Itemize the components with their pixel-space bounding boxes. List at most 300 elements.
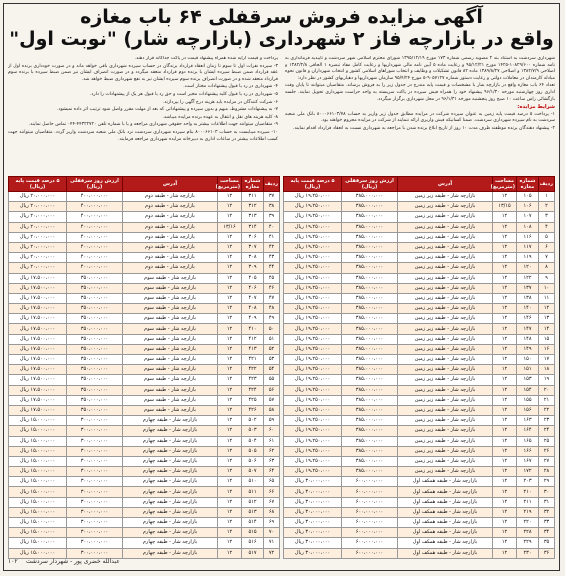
cell-address: بازارچه شار - طبقه چهارم (123, 528, 218, 538)
cell-address: بازارچه شار - طبقه چهارم (123, 548, 218, 558)
table-row (284, 273, 555, 283)
table-row (9, 487, 280, 497)
cell-row-number: ۲۱ (539, 395, 555, 405)
cell-deposit: ۳۰،۰۰۰،۰۰۰ ریال (284, 528, 342, 538)
cell-deposit: ۳۰،۰۰۰،۰۰۰ ریال (284, 518, 342, 528)
table-row (284, 446, 555, 456)
header-row-number: ردیف (264, 177, 280, 192)
cell-area: ۱۲ (218, 477, 242, 487)
cell-address: بازارچه شار - طبقه زیر زمین (398, 436, 493, 446)
cell-row-number: ۱۳ (539, 314, 555, 324)
cell-deposit: ۲۰،۰۰۰،۰۰۰ ریال (9, 263, 67, 273)
cell-deposit: ۱۷،۵۰۰،۰۰۰ ریال (9, 334, 67, 344)
cell-row-number: ۵۵ (264, 375, 280, 385)
cell-row-number: ۵۹ (264, 416, 280, 426)
table-row (9, 395, 280, 405)
cell-deposit: ۱۹،۲۵۰،۰۰۰ ریال (284, 355, 342, 365)
cell-shop-number: ۵۰۳ (242, 426, 264, 436)
cell-address: بازارچه شار - طبقه زیر زمین (398, 242, 493, 252)
cell-row-number: ۷۱ (264, 538, 280, 548)
cell-row-number: ۱۴ (539, 324, 555, 334)
cell-deposit: ۱۷،۵۰۰،۰۰۰ ریال (9, 324, 67, 334)
table-row (284, 324, 555, 334)
cell-base-price: ۴۰۰،۰۰۰،۰۰۰ (67, 263, 123, 273)
cell-area: ۱۲ (493, 314, 517, 324)
cell-area: ۱۲ (493, 324, 517, 334)
cell-deposit: ۱۷،۵۰۰،۰۰۰ ریال (9, 375, 67, 385)
cell-base-price: ۳۵۰،۰۰۰،۰۰۰ (67, 375, 123, 385)
table-row (9, 324, 280, 334)
cell-shop-number: ۱۶۶ (517, 446, 539, 456)
cell-row-number: ۶ (539, 242, 555, 252)
table-row (9, 416, 280, 426)
cell-address: بازارچه شار - طبقه زیر زمین (398, 416, 493, 426)
cell-address: بازارچه شار - طبقه چهارم (123, 456, 218, 466)
paragraph: ۴- شهرداری در رد یا قبول پیشنهادات مختار است. (183, 84, 278, 90)
cell-row-number: ۷ (539, 253, 555, 263)
cell-row-number: ۳۶ (539, 548, 555, 558)
cell-address: بازارچه شار - طبقه سوم (123, 304, 218, 314)
cell-base-price: ۳۸۵،۰۰۰،۰۰۰ (342, 416, 398, 426)
cell-address: بازارچه شار - طبقه سوم (123, 273, 218, 283)
cell-row-number: ۱ (539, 192, 555, 202)
cell-deposit: ۲۰،۰۰۰،۰۰۰ ریال (9, 192, 67, 202)
cell-base-price: ۶۰۰،۰۰۰،۰۰۰ (342, 548, 398, 558)
cell-base-price: ۳۸۵،۰۰۰،۰۰۰ (342, 253, 398, 263)
table-row (284, 202, 555, 212)
cell-shop-number: ۴۲۱ (242, 355, 264, 365)
cell-address: بازارچه شار - طبقه چهارم (123, 416, 218, 426)
cell-row-number: ۲۴ (539, 426, 555, 436)
cell-base-price: ۳۸۵،۰۰۰،۰۰۰ (342, 232, 398, 242)
paragraph: ۱۰- سپرده میبایست به حساب ۸۰۰۰۶۶۱۰۳ بنام سپرده شهرداری سردشت نزد بانک ملی شعبه سردشت واریز گردد. متقاضیان میتوانند جهت کسب اطلاعات بیشتر در ساعات اداری به دبیرخانه مزایده شهرداری مراجعه فرمایند. (8, 129, 278, 142)
cell-shop-number: ۱۱۹ (517, 253, 539, 263)
cell-shop-number: ۱۲۰ (517, 263, 539, 273)
shops-table-right (283, 176, 555, 559)
paragraph: تعداد ۶۴ باب مغازه واقع در بازارچه شار با مشخصات و قیمت پایه مندرج در جدول زیر را به فروش برساند. متقاضیان میتوانند تا پایان وقت اداری روز چهارشنبه مورخه ۹۶/۱/۳۰ پیشنهاد خود را همراه فیش سپرده در پاکت سربسته به واحد حراست شهرداری تحویل نمایند. جلسه بازگشائی راس ساعت ۱۰ صبح روز پنجشنبه مورخه ۹۶/۱/۳۱ در محل شهرداری برگزار میگردد. (285, 83, 555, 102)
table-row (284, 497, 555, 507)
paragraph: ۲- پیشنهاد دهندگان برنده موظفند ظرف مدت ۱۰ روز از تاریخ ابلاغ برنده شدن با مراجعه به شهرداری نسبت به انعقاد قرارداد اقدام نمایند. (292, 125, 555, 131)
cell-base-price: ۳۸۵،۰۰۰،۰۰۰ (342, 293, 398, 303)
cell-deposit: ۱۹،۲۵۰،۰۰۰ ریال (284, 395, 342, 405)
cell-address: بازارچه شار - طبقه زیر زمین (398, 426, 493, 436)
cell-address: بازارچه شار - طبقه سوم (123, 283, 218, 293)
cell-deposit: ۱۹،۲۵۰،۰۰۰ ریال (284, 283, 342, 293)
cell-row-number: ۱۸ (539, 365, 555, 375)
table-row (9, 528, 280, 538)
cell-base-price: ۳۸۵،۰۰۰،۰۰۰ (342, 314, 398, 324)
table-row (9, 202, 280, 212)
cell-row-number: ۵۷ (264, 395, 280, 405)
cell-shop-number: ۵۰۴ (242, 436, 264, 446)
cell-shop-number: ۱۶۴ (517, 426, 539, 436)
cell-address: بازارچه شار - طبقه چهارم (123, 436, 218, 446)
header-address: آدرس (123, 177, 218, 192)
cell-row-number: ۶۲ (264, 446, 280, 456)
cell-shop-number: ۴۰۶ (242, 283, 264, 293)
cell-base-price: ۶۰۰،۰۰۰،۰۰۰ (342, 538, 398, 548)
cell-row-number: ۳۳ (539, 518, 555, 528)
cell-base-price: ۴۰۰،۰۰۰،۰۰۰ (67, 222, 123, 232)
cell-area: ۱۲ (218, 263, 242, 273)
cell-address: بازارچه شار - طبقه همکف اول (398, 497, 493, 507)
cell-area: ۱۲ (493, 283, 517, 293)
table-row (284, 467, 555, 477)
cell-address: بازارچه شار - طبقه زیر زمین (398, 446, 493, 456)
cell-row-number: ۸ (539, 263, 555, 273)
cell-row-number: ۶۷ (264, 497, 280, 507)
cell-row-number: ۴۷ (264, 293, 280, 303)
cell-deposit: ۱۷،۵۰۰،۰۰۰ ریال (9, 273, 67, 283)
cell-address: بازارچه شار - طبقه دوم (123, 242, 218, 252)
cell-address: بازارچه شار - طبقه همکف اول (398, 487, 493, 497)
cell-base-price: ۳۵۰،۰۰۰،۰۰۰ (67, 334, 123, 344)
cell-deposit: ۱۷،۵۰۰،۰۰۰ ریال (9, 365, 67, 375)
cell-address: بازارچه شار - طبقه چهارم (123, 446, 218, 456)
cell-base-price: ۶۰۰،۰۰۰،۰۰۰ (342, 507, 398, 517)
cell-address: بازارچه شار - طبقه چهارم (123, 507, 218, 517)
table-row (284, 477, 555, 487)
cell-area: ۱۲ (493, 426, 517, 436)
cell-deposit: ۱۹،۲۵۰،۰۰۰ ریال (284, 293, 342, 303)
cell-base-price: ۴۰۰،۰۰۰،۰۰۰ (67, 192, 123, 202)
header-deposit: ۵ درصد قیمت پایه (ریال) (9, 177, 67, 192)
table-row (9, 507, 280, 517)
cell-base-price: ۳۰۰،۰۰۰،۰۰۰ (67, 446, 123, 456)
cell-address: بازارچه شار - طبقه همکف اول (398, 507, 493, 517)
table-row (284, 253, 555, 263)
cell-address: بازارچه شار - طبقه سوم (123, 314, 218, 324)
cell-area: ۱۲ (493, 253, 517, 263)
header-address: آدرس (398, 177, 493, 192)
cell-deposit: ۱۹،۲۵۰،۰۰۰ ریال (284, 314, 342, 324)
cell-address: بازارچه شار - طبقه زیر زمین (398, 192, 493, 202)
cell-address: بازارچه شار - طبقه زیر زمین (398, 273, 493, 283)
cell-area: ۱۲ (218, 416, 242, 426)
header-area: مساحت (مترمربع) (490, 178, 515, 190)
cell-shop-number: ۵۰۶ (242, 456, 264, 466)
table-row (9, 293, 280, 303)
paragraph: ۵- شهرداری در رد یا قبول کلیه پیشنهادات مخیر است و حق رد یا قبول هر یک از پیشنهادات را دارد. (89, 91, 278, 97)
cell-row-number: ۴۹ (264, 314, 280, 324)
cell-address: بازارچه شار - طبقه دوم (123, 253, 218, 263)
table-row (284, 232, 555, 242)
cell-base-price: ۳۸۵،۰۰۰،۰۰۰ (342, 212, 398, 222)
paragraph: ۱- پرداخت ۵ درصد قیمت پایه زمین به عنوان سپرده شرکت در مزایده مطابق جدول زیر واریز به حساب ۸۰۰۰۶۶۱۰۳/۷۸ بانک ملی شعبه سردشت به نام سپرده شهرداری سردشت. ضمنا کسانیکه فیش واریزی ارائه ننمایند از شرکت در مزایده محروم خواهند بود. (285, 111, 555, 124)
cell-deposit: ۱۵،۰۰۰،۰۰۰ ریال (9, 507, 67, 517)
cell-area: ۱۲ (218, 548, 242, 558)
cell-area: ۱۲ (493, 355, 517, 365)
cell-shop-number: ۱۶۵ (517, 436, 539, 446)
cell-address: بازارچه شار - طبقه زیر زمین (398, 456, 493, 466)
cell-deposit: ۱۷،۵۰۰،۰۰۰ ریال (9, 283, 67, 293)
table-row (284, 365, 555, 375)
cell-shop-number: ۳۰۸ (242, 253, 264, 263)
cell-deposit: ۱۷،۵۰۰،۰۰۰ ریال (9, 304, 67, 314)
cell-base-price: ۳۰۰،۰۰۰،۰۰۰ (67, 467, 123, 477)
cell-base-price: ۳۵۰،۰۰۰،۰۰۰ (67, 283, 123, 293)
cell-shop-number: ۱۶۷ (517, 456, 539, 466)
title-line-2: واقع در بازارچه فاز ۲ شهرداری (بازارچه شار) "نوبت اول" (9, 28, 554, 50)
cell-shop-number: ۱۱۷ (517, 242, 539, 252)
cell-area: ۱۳/۱۶ (218, 222, 242, 232)
cell-area: ۱۲ (218, 426, 242, 436)
cell-deposit: ۱۵،۰۰۰،۰۰۰ ریال (9, 477, 67, 487)
cell-row-number: ۱۶ (539, 344, 555, 354)
cell-area: ۱۲ (218, 528, 242, 538)
cell-row-number: ۴۴ (264, 263, 280, 273)
cell-base-price: ۳۵۰،۰۰۰،۰۰۰ (67, 405, 123, 415)
table-row (284, 355, 555, 365)
cell-row-number: ۵۲ (264, 344, 280, 354)
cell-area: ۱۲ (493, 385, 517, 395)
cell-deposit: ۱۹،۲۵۰،۰۰۰ ریال (284, 344, 342, 354)
table-row (284, 314, 555, 324)
table-row (9, 436, 280, 446)
table-row (9, 375, 280, 385)
table-row (284, 304, 555, 314)
cell-address: بازارچه شار - طبقه زیر زمین (398, 355, 493, 365)
table-row (9, 456, 280, 466)
cell-area: ۱۲ (493, 436, 517, 446)
paragraph: پرداخت و قیمت ارایه شده همراه پیشنهاد قیمت در پاکت جداگانه قرار دهند. (134, 56, 278, 61)
cell-deposit: ۱۹،۲۵۰،۰۰۰ ریال (284, 426, 342, 436)
table-row (284, 416, 555, 426)
cell-base-price: ۳۸۵،۰۰۰،۰۰۰ (342, 222, 398, 232)
cell-address: بازارچه شار - طبقه چهارم (123, 467, 218, 477)
cell-row-number: ۲ (539, 202, 555, 212)
cell-area: ۱۲ (493, 497, 517, 507)
cell-deposit: ۱۷،۵۰۰،۰۰۰ ریال (9, 314, 67, 324)
cell-shop-number: ۵۱۲ (242, 497, 264, 507)
cell-area: ۱۲ (493, 192, 517, 202)
table-header-row (284, 177, 555, 192)
cell-row-number: ۳۰ (539, 487, 555, 497)
cell-base-price: ۳۵۰،۰۰۰،۰۰۰ (67, 395, 123, 405)
cell-shop-number: ۱۵۵ (517, 395, 539, 405)
cell-shop-number: ۵۱۴ (242, 518, 264, 528)
cell-row-number: ۲۳ (539, 416, 555, 426)
cell-deposit: ۱۹،۲۵۰،۰۰۰ ریال (284, 334, 342, 344)
table-row (9, 314, 280, 324)
table-row (9, 477, 280, 487)
paragraph: شرایط مزایده: (517, 104, 555, 111)
cell-shop-number: ۱۴۰ (517, 304, 539, 314)
table-row (9, 344, 280, 354)
cell-base-price: ۳۵۰،۰۰۰،۰۰۰ (67, 344, 123, 354)
cell-shop-number: ۳۱۱ (242, 192, 264, 202)
cell-row-number: ۲۶ (539, 446, 555, 456)
cell-row-number: ۵۴ (264, 365, 280, 375)
cell-shop-number: ۲۲۰ (517, 518, 539, 528)
cell-shop-number: ۱۴۹ (517, 344, 539, 354)
cell-address: بازارچه شار - طبقه زیر زمین (398, 232, 493, 242)
cell-address: بازارچه شار - طبقه همکف اول (398, 538, 493, 548)
cell-address: بازارچه شار - طبقه چهارم (123, 518, 218, 528)
intro-text-left (8, 56, 278, 174)
cell-area: ۱۲ (493, 365, 517, 375)
cell-area: ۱۲ (218, 385, 242, 395)
cell-address: بازارچه شار - طبقه سوم (123, 405, 218, 415)
table-row (9, 212, 280, 222)
cell-area: ۱۲ (218, 365, 242, 375)
cell-address: بازارچه شار - طبقه زیر زمین (398, 283, 493, 293)
cell-shop-number: ۱۴۷ (517, 324, 539, 334)
cell-shop-number: ۱۵۴ (517, 385, 539, 395)
cell-base-price: ۳۸۵،۰۰۰،۰۰۰ (342, 365, 398, 375)
cell-deposit: ۳۰،۰۰۰،۰۰۰ ریال (284, 487, 342, 497)
cell-base-price: ۴۰۰،۰۰۰،۰۰۰ (67, 242, 123, 252)
cell-deposit: ۱۹،۲۵۰،۰۰۰ ریال (284, 446, 342, 456)
table-row (9, 253, 280, 263)
cell-base-price: ۳۵۰،۰۰۰،۰۰۰ (67, 365, 123, 375)
cell-row-number: ۱۲ (539, 304, 555, 314)
cell-base-price: ۴۰۰،۰۰۰،۰۰۰ (67, 202, 123, 212)
cell-row-number: ۳۸ (264, 202, 280, 212)
cell-deposit: ۱۹،۲۵۰،۰۰۰ ریال (284, 456, 342, 466)
cell-base-price: ۳۸۵،۰۰۰،۰۰۰ (342, 202, 398, 212)
cell-shop-number: ۵۱۰ (242, 477, 264, 487)
cell-row-number: ۳۴ (539, 528, 555, 538)
cell-area: ۱۲ (218, 405, 242, 415)
cell-area: ۱۲ (493, 344, 517, 354)
cell-area: ۱۲ (218, 355, 242, 365)
cell-address: بازارچه شار - طبقه همکف اول (398, 548, 493, 558)
cell-area: ۱۲ (493, 518, 517, 528)
cell-base-price: ۳۵۰،۰۰۰،۰۰۰ (67, 314, 123, 324)
title-line-1: آگهی مزایده فروش سرقفلی ۶۴ باب مغازه (80, 6, 483, 28)
cell-row-number: ۷۰ (264, 528, 280, 538)
cell-base-price: ۳۸۵،۰۰۰،۰۰۰ (342, 395, 398, 405)
cell-row-number: ۴ (539, 222, 555, 232)
cell-row-number: ۲۵ (539, 436, 555, 446)
cell-base-price: ۴۰۰،۰۰۰،۰۰۰ (67, 212, 123, 222)
table-body-right (284, 192, 555, 559)
cell-area: ۱۲ (493, 232, 517, 242)
cell-row-number: ۶۶ (264, 487, 280, 497)
cell-row-number: ۴۰ (264, 222, 280, 232)
cell-base-price: ۶۰۰،۰۰۰،۰۰۰ (342, 487, 398, 497)
cell-deposit: ۱۹،۲۵۰،۰۰۰ ریال (284, 192, 342, 202)
cell-area: ۱۲ (218, 446, 242, 456)
cell-shop-number: ۱۳۷ (517, 283, 539, 293)
cell-address: بازارچه شار - طبقه زیر زمین (398, 222, 493, 232)
cell-deposit: ۱۹،۲۵۰،۰۰۰ ریال (284, 222, 342, 232)
cell-address: بازارچه شار - طبقه چهارم (123, 477, 218, 487)
cell-area: ۱۲ (218, 242, 242, 252)
cell-deposit: ۱۵،۰۰۰،۰۰۰ ریال (9, 487, 67, 497)
cell-address: بازارچه شار - طبقه دوم (123, 202, 218, 212)
cell-area: ۱۲ (218, 456, 242, 466)
cell-deposit: ۱۷،۵۰۰،۰۰۰ ریال (9, 344, 67, 354)
cell-row-number: ۴۵ (264, 273, 280, 283)
cell-deposit: ۱۹،۲۵۰،۰۰۰ ریال (284, 212, 342, 222)
cell-area: ۱۲ (493, 222, 517, 232)
cell-row-number: ۵۶ (264, 385, 280, 395)
cell-base-price: ۳۰۰،۰۰۰،۰۰۰ (67, 538, 123, 548)
cell-shop-number: ۳۰۶ (242, 232, 264, 242)
cell-address: بازارچه شار - طبقه همکف اول (398, 477, 493, 487)
cell-shop-number: ۱۵۰ (517, 355, 539, 365)
cell-area: ۱۲ (493, 507, 517, 517)
cell-deposit: ۲۰،۰۰۰،۰۰۰ ریال (9, 232, 67, 242)
cell-base-price: ۳۰۰،۰۰۰،۰۰۰ (67, 426, 123, 436)
cell-row-number: ۴۳ (264, 253, 280, 263)
cell-deposit: ۱۵،۰۰۰،۰۰۰ ریال (9, 528, 67, 538)
cell-area: ۱۲ (493, 395, 517, 405)
cell-deposit: ۱۹،۲۵۰،۰۰۰ ریال (284, 253, 342, 263)
cell-area: ۱۲ (218, 538, 242, 548)
cell-deposit: ۲۰،۰۰۰،۰۰۰ ریال (9, 202, 67, 212)
cell-base-price: ۳۸۵،۰۰۰،۰۰۰ (342, 446, 398, 456)
cell-deposit: ۳۰،۰۰۰،۰۰۰ ریال (284, 507, 342, 517)
cell-base-price: ۳۸۵،۰۰۰،۰۰۰ (342, 192, 398, 202)
cell-shop-number: ۱۰۵ (517, 192, 539, 202)
cell-address: بازارچه شار - طبقه زیر زمین (398, 334, 493, 344)
table-row (9, 192, 280, 202)
cell-address: بازارچه شار - طبقه زیر زمین (398, 395, 493, 405)
cell-area: ۱۲ (218, 253, 242, 263)
table-row (9, 497, 280, 507)
cell-shop-number: ۱۰۸ (517, 222, 539, 232)
cell-area: ۱۳/۱۵ (493, 202, 517, 212)
cell-base-price: ۳۰۰،۰۰۰،۰۰۰ (67, 477, 123, 487)
cell-area: ۱۲ (493, 263, 517, 273)
cell-base-price: ۳۸۵،۰۰۰،۰۰۰ (342, 456, 398, 466)
table-row (284, 283, 555, 293)
cell-address: بازارچه شار - طبقه سوم (123, 355, 218, 365)
cell-address: بازارچه شار - طبقه چهارم (123, 497, 218, 507)
cell-area: ۱۲ (218, 324, 242, 334)
cell-address: بازارچه شار - طبقه همکف اول (398, 528, 493, 538)
table-body-left (9, 192, 280, 559)
header-row-number: ردیف (539, 177, 555, 192)
cell-deposit: ۱۹،۲۵۰،۰۰۰ ریال (284, 242, 342, 252)
table-row (284, 405, 555, 415)
cell-address: بازارچه شار - طبقه سوم (123, 344, 218, 354)
cell-base-price: ۳۸۵،۰۰۰،۰۰۰ (342, 436, 398, 446)
cell-deposit: ۲۰،۰۰۰،۰۰۰ ریال (9, 222, 67, 232)
cell-area: ۱۲ (218, 507, 242, 517)
cell-base-price: ۳۰۰،۰۰۰،۰۰۰ (67, 507, 123, 517)
paragraph: ۶- شرکت کنندگان در مزایده باید هزینه درج آگهی را بپردازند. (162, 99, 278, 105)
cell-address: بازارچه شار - طبقه چهارم (123, 538, 218, 548)
cell-row-number: ۱۵ (539, 334, 555, 344)
table-row (284, 375, 555, 385)
cell-deposit: ۱۵،۰۰۰،۰۰۰ ریال (9, 518, 67, 528)
paragraph: ۸- کلیه هزینه های نقل و انتقال به عهده برنده مزایده میباشد. (162, 114, 278, 120)
cell-base-price: ۳۰۰،۰۰۰،۰۰۰ (67, 548, 123, 558)
table-row (284, 456, 555, 466)
table-row (9, 334, 280, 344)
paragraph: ۹- متقاضیان میتوانند جهت اطلاعات بیشتر به واحد حقوقی شهرداری مراجعه و یا با شماره تلفن ۴۴۳۲۲۷۲۰-۰۴۴ تماس حاصل نمایند. (28, 122, 278, 128)
cell-shop-number: ۴۲۶ (242, 405, 264, 415)
table-row (9, 232, 280, 242)
cell-row-number: ۶۸ (264, 507, 280, 517)
header-deposit: ۵ درصد قیمت پایه (ریال) (284, 177, 342, 192)
cell-shop-number: ۵۱۱ (242, 487, 264, 497)
cell-shop-number: ۲۱۹ (517, 507, 539, 517)
cell-deposit: ۱۵،۰۰۰،۰۰۰ ریال (9, 497, 67, 507)
header-area: مساحت (مترمربع) (215, 178, 240, 190)
cell-area: ۱۲ (218, 467, 242, 477)
cell-deposit: ۱۹،۲۵۰،۰۰۰ ریال (284, 375, 342, 385)
cell-row-number: ۶۰ (264, 426, 280, 436)
cell-deposit: ۱۵،۰۰۰،۰۰۰ ریال (9, 548, 67, 558)
cell-area: ۱۲ (493, 477, 517, 487)
cell-row-number: ۲۸ (539, 467, 555, 477)
cell-area: ۱۲ (218, 192, 242, 202)
